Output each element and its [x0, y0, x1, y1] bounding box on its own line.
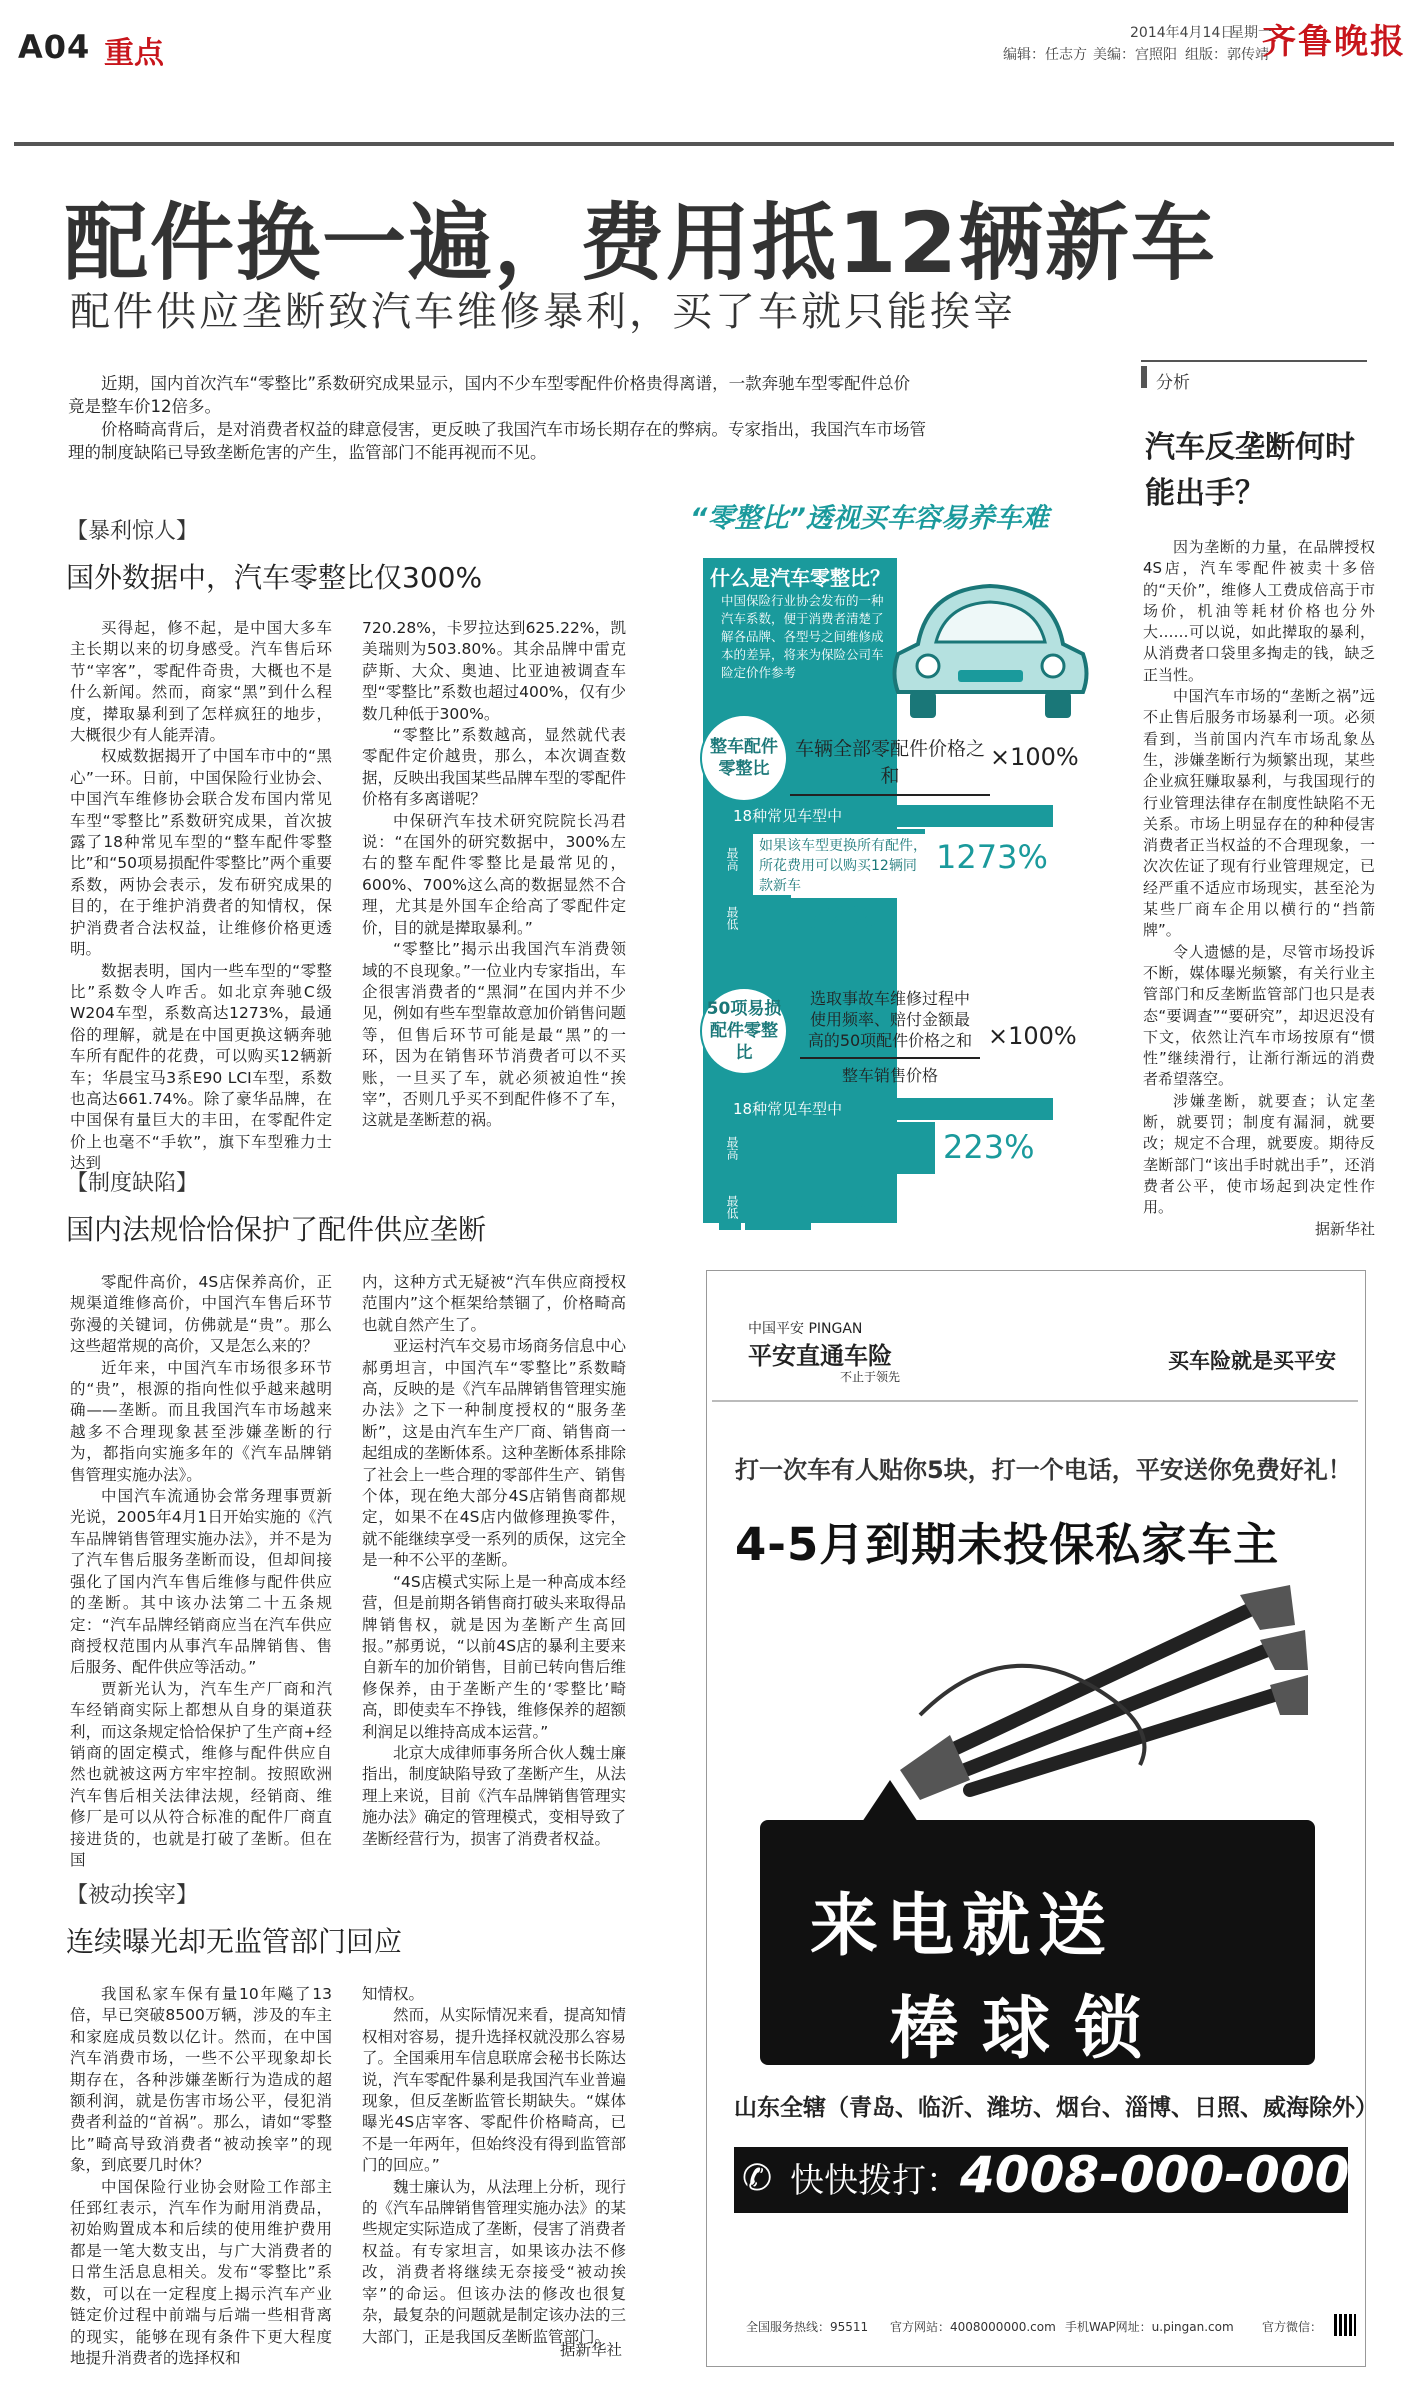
formula-numerator: 车辆全部零配件价格之和: [790, 734, 990, 796]
paragraph: 数据表明，国内一些车型的“零整比”系数令人咋舌。如北京奔驰C级W204车型，系数高达1273%，最通俗的理解，就是在中国更换这辆奔驰车所有配件的花费，可以购买12辆新车；华晨宝马3系E90 LCI车型，系数也高达661.74%。除了豪华品牌，在中国保有量巨大的丰田，在零配件定价上也毫不“手软”，旗下车型雅力士达到: [70, 961, 332, 1173]
formula-fraction: [800, 988, 980, 1086]
lead-paragraph: 价格畸高背后，是对消费者权益的肆意侵害，更反映了我国汽车市场长期存在的弊病。专家指出，我国汽车市场管理的制度缺陷已导致垄断危害的产生，监管部门不能再视而不见。: [68, 420, 926, 462]
article-column: [362, 1984, 626, 2348]
paragraph: “4S店模式实际上是一种高成本经营，但是前期各销售商打破头来取得品牌销售权，就是因为垄断产生高回报。”郝勇说，“以前4S店的暴利主要来自新车的加价销售，目前已转向售后维修保养，由于垄断产生的‘零整比’畸高，即使卖车不挣钱，维修保养的超额利润足以维持高成本运营。”: [362, 1572, 626, 1741]
paragraph: 近年来，中国汽车市场很多环节的“贵”，根源的指向性似乎越来越明确——垄断。而且我国汽车市场越来越多不合理现象甚至涉嫌垄断的行为，都指向实施多年的《汽车品牌销售管理实施办法》。: [70, 1358, 332, 1484]
ad-phone-number[interactable]: 4008-000-000: [960, 2146, 1350, 2204]
paragraph: 然而，从实际情况来看，提高知情权相对容易，提升选择权就没那么容易了。全国乘用车信息联席会秘书长陈达说，汽车零配件暴利是我国汽车业普遍现象，但反垄断监管长期缺失。“媒体曝光4S店宰客、零配件价格畸高，已不是一年两年，但始终没有得到监管部门的回应。”: [362, 2006, 626, 2175]
formula-multiplier: ×100%: [988, 1022, 1077, 1050]
paragraph: 权威数据揭开了中国车市中的“黑心”一环。日前，中国保险行业协会、中国汽车维修协会联合发布国内常见车型“零整比”系数研究成果，首次披露了18种常见车型的“整车配件零整比”和“50项易损配件零整比”两个重要系数，两协会表示，发布研究成果的目的，在于维护消费者的知情权，保护消费者合法权益，让维修价格更透明。: [70, 747, 332, 959]
header-rule: [14, 142, 1394, 146]
ad-footer-site[interactable]: 官方网站：4008000000.com: [890, 2320, 1056, 2334]
ad-gift-line2: 棒球锁: [890, 1990, 1167, 2069]
formula-label: 整车配件零整比: [700, 714, 788, 802]
bar-note: 如果该车型更换所有配件，所花费用可以购买12辆同款新车: [753, 834, 933, 898]
infographic-title: “零整比”透视买车容易养车难: [690, 503, 1049, 534]
headline: 配件换一遍，费用抵12辆新车: [64, 194, 1217, 292]
paragraph: 中国保险行业协会财险工作部主任郅红表示，汽车作为耐用消费品，初始购置成本和后续的使用维护费用都是一笔大数支出，与广大消费者的日常生活息息相关。发布“零整比”系数，可以在一定程度上揭示汽车产业链定价过程中前端与后端一些相背离的现实，能够在现有条件下更大程度地提升消费者的选择权和: [70, 2177, 332, 2367]
newspaper-logo: 齐鲁晚报: [1262, 22, 1406, 62]
paragraph: 令人遗憾的是，尽管市场投诉不断，媒体曝光频繁，有关行业主管部门和反垄断监管部门也只是表态“要调查”“要研究”，却迟迟没有下文，依然让汽车市场按原有“惯性”继续滑行，让渐行渐远的消费者希望落空。: [1143, 942, 1375, 1089]
group-header: 18种常见车型中: [719, 805, 1053, 827]
lead-paragraph: 近期，国内首次汽车“零整比”系数研究成果显示，国内不少车型零配件价格贵得离谱，一款奔驰车型零配件总价竟是整车价12倍多。: [68, 374, 911, 416]
ad-gift-line1: 来电就送: [810, 1887, 1115, 1966]
paragraph: “零整比”揭示出我国汽车消费领域的不良现象。”一位业内专家指出，车企很害消费者的“黑洞”在国内并不少见，例如有些车型靠故意加价销售问题等，但售后环节可能是最“黑”的一环，因为在销售环节消费者可以不买账，一旦买了车，就必须被迫性“挨宰”，否则几乎买不到配件修不了车，这就是垄断惹的祸。: [362, 940, 626, 1130]
ad-offer-line: 打一次车有人贴你5块，打一个电话，平安送你免费好礼！: [735, 1456, 1352, 1484]
sidebar-tag: 分析: [1156, 373, 1190, 393]
ad-region: 山东全辖（青岛、临沂、潍坊、烟台、淄博、日照、威海除外）: [734, 2095, 1378, 2121]
paragraph: 北京大成律师事务所合伙人魏士廉指出，制度缺陷导致了垄断产生，从法理上来说，目前《汽车品牌销售管理实施办法》确定的管理模式，变相导致了垄断经营行为，损害了消费者权益。: [362, 1743, 626, 1848]
baseball-lock-icon: [880, 1575, 1310, 1805]
article-column: [362, 1272, 626, 1850]
paragraph: 中保研汽车技术研究院院长冯君说：“在国外的研究数据中，300%左右的整车配件零整比是最常见的，600%、700%这么高的数据显然不合理，尤其是外国车企给高了零配件定价，目的就是撵取暴利。”: [362, 811, 626, 937]
issue-weekday: 星期一: [1230, 25, 1272, 41]
ad-footer-wechat: 官方微信：: [1262, 2320, 1323, 2334]
formula-numerator: 选取事故车维修过程中使用频率、赔付金额最高的50项配件价格之和: [800, 988, 980, 1059]
ad-slogan: 买车险就是买平安: [1168, 1349, 1336, 1373]
group-header: 18种常见车型中: [719, 1098, 1053, 1120]
ad-footer-wap[interactable]: 手机WAP网址：u.pingan.com: [1065, 2320, 1234, 2334]
formula-denominator: 整车销售价格: [841, 1066, 938, 1085]
bar-value-min: 272%: [785, 898, 877, 936]
article-column: [70, 618, 332, 1175]
paragraph: 因为垄断的力量，在品牌授权4S店，汽车零配件被卖十多倍的“天价”，维修人工费成倍高于市场价，机油等耗材价格也分外大……可以说，如此撵取的暴利，从消费者口袋里多掏走的钱，缺乏正当性。: [1143, 538, 1375, 684]
paragraph: 我国私家车保有量10年飚了13倍，早已突破8500万辆，涉及的车主和家庭成员数以亿计。然而，在中国汽车消费市场，一些不公平现象却长期存在，各种涉嫌垄断行为造成的超额利润，就是伤害市场公平，侵犯消费者利益的“首祸”。那么，请如“零整比”畸高导致消费者“被动挨宰”的现象，到底要几时休？: [70, 1985, 332, 2175]
paragraph: 贾新光认为，汽车生产厂商和汽车经销商实际上都想从自身的渠道获利，而这条规定恰恰保护了生产商+经销商的固定模式，维修与配件供应自然也就被这两方牢牢控制。按照欧洲汽车售后相关法律法规，经销商、维修厂是可以从符合标准的配件厂商直接进货的，也就是打破了垄断。但在国: [70, 1679, 332, 1869]
issue-date: 2014年4月14日: [1130, 25, 1235, 41]
ad-footer-service: 全国服务热线：95511: [746, 2320, 869, 2334]
ad-brand: 平安直通车险: [748, 1342, 892, 1370]
paragraph: 魏士廉认为，从法理上分析，现行的《汽车品牌销售管理实施办法》的某些规定实际造成了垄断，侵害了消费者权益。有专家坦言，如果该办法不修改，消费者将继续无奈接受“被动挨宰”的命运。但该办法的修改也很复杂，最复杂的问题就是制定该办法的三大部门，正是我国反垄断监管部门。: [362, 2177, 626, 2346]
page-number: A04: [18, 28, 91, 66]
section-label: 重点: [104, 36, 164, 71]
bar-value-max: 1273%: [936, 838, 1048, 876]
sidebar-rule: [1141, 360, 1367, 362]
section-kicker: 【暴利惊人】: [66, 519, 199, 544]
sidebar-tag-marker: [1141, 366, 1147, 388]
min-label: 最低: [719, 1184, 741, 1230]
bubble-tail: [850, 1780, 930, 1825]
article-column: [70, 1272, 332, 1871]
bar-value-min: 77%: [812, 1190, 884, 1228]
ad-company: 中国平安 PINGAN: [748, 1321, 863, 1337]
lead-paragraphs: [68, 372, 926, 464]
subheadline: 配件供应垄断致汽车维修暴利，买了车就只能挨宰: [70, 289, 1016, 335]
paragraph: 亚运村汽车交易市场商务信息中心郝勇坦言，中国汽车“零整比”系数畸高，反映的是《汽车品牌销售管理实施办法》之下一种制度授权的“服务垄断”，这是由汽车生产厂商、销售商一起组成的垄断体系。这种垄断体系排除了社会上一些合理的零部件生产、销售个体，现在绝大部分4S店销售商都规定，如果不在4S店内做修理换零件，就不能继续享受一系列的质保，这完全是一种不公平的垄断。: [362, 1337, 626, 1570]
phone-icon: ✆: [742, 2158, 773, 2199]
formula-multiplier: ×100%: [990, 743, 1079, 771]
min-label: 最低: [719, 895, 741, 941]
ad-call-label: 快快拨打：: [790, 2161, 960, 2201]
bar-min: [745, 1184, 811, 1230]
paragraph: “零整比”系数越高，显然就代表零配件定价越贵，那么，本次调查数据，反映出我国某些品牌车型的零配件价格有多离谱呢？: [362, 726, 626, 809]
art-credit: 美编：宫照阳: [1093, 47, 1177, 63]
paragraph: 内，这种方式无疑被“汽车供应商授权范围内”这个框架给禁锢了，价格畸高也就自然产生了。: [362, 1273, 626, 1334]
sidebar-title: 汽车反垄断何时能出手？: [1145, 430, 1355, 511]
article-column: [362, 618, 626, 1132]
sidebar-body: [1143, 537, 1375, 1240]
byline: 据新华社: [560, 2341, 623, 2359]
proof-credit: 组版：郭传靖: [1185, 47, 1269, 63]
paragraph: 中国汽车市场的“垄断之祸”远不止售后服务市场暴利一项。必须看到，当前国内汽车市场乱象丛生，涉嫌垄断行为频繁出现，某些企业疯狂赚取暴利，与我国现行的行业管理法律存在制度性缺陷不无关系。市场上明显存在的种种侵害消费者正当权益的不合理现象，一次次佐证了现有行业管理规定，已经严重不适应市场现实，甚至沦为某些厂商车企用以横行的“挡箭牌”。: [1143, 687, 1375, 940]
byline: 据新华社: [1314, 1219, 1375, 1238]
ad-brand-sub: 不止于领先: [840, 1370, 901, 1384]
bar-max: [745, 1122, 935, 1174]
paragraph: 零配件高价，4S店保养高价，正规渠道维修高价，中国汽车售后环节弥漫的关键词，仿佛就是“贵”。那么这些超常规的高价，又是怎么来的？: [70, 1273, 332, 1356]
infographic-description: 中国保险行业协会发布的一种汽车系数，便于消费者清楚了解各品牌、各型号之间维修成本的差异，将来为保险公司车险定价作参考: [721, 593, 884, 680]
car-icon: [888, 574, 1093, 729]
editor-credit: 编辑：任志方: [1003, 47, 1087, 63]
section-title: 国内法规恰恰保护了配件供应垄断: [66, 1213, 487, 1246]
ad-target-line: 4-5月到期未投保私家车主: [735, 1518, 1280, 1571]
formula-label: 50项易损配件零整比: [700, 987, 788, 1075]
paragraph: 720.28%，卡罗拉达到625.22%，凯美瑞则为503.80%。其余品牌中雷克萨斯、大众、奥迪、比亚迪被调查车型“零整比”系数也超过400%，仅有少数几种低于300%。: [362, 619, 626, 723]
section-kicker: 【被动挨宰】: [66, 1883, 199, 1908]
paragraph: 知情权。: [362, 1985, 425, 2003]
section-kicker: 【制度缺陷】: [66, 1171, 199, 1196]
ad-divider: [712, 1400, 1358, 1402]
max-label: 最高: [719, 1122, 741, 1174]
qr-code-icon: [1334, 2314, 1356, 2336]
section-title: 国外数据中，汽车零整比仅300%: [66, 561, 483, 594]
paragraph: 买得起，修不起，是中国大多车主长期以来的切身感受。汽车售后环节“宰客”，零配件奇贵，大概也不是什么新闻。然而，商家“黑”到什么程度，撵取暴利到了怎样疯狂的地步，大概很少有人能弄清。: [70, 619, 332, 745]
infographic-question: 什么是汽车零整比？: [710, 566, 890, 590]
section-title: 连续曝光却无监管部门回应: [66, 1925, 403, 1958]
bar-value-max: 223%: [943, 1128, 1035, 1166]
paragraph: 涉嫌垄断，就要查；认定垄断，就要罚；制度有漏洞，就要改；规定不合理，就要废。期待反垄断部门“该出手时就出手”，还消费者公平，使市场起到决定性作用。: [1143, 1091, 1375, 1217]
article-column: [70, 1984, 332, 2369]
max-label: 最高: [719, 829, 741, 889]
paragraph: 中国汽车流通协会常务理事贾新光说，2005年4月1日开始实施的《汽车品牌销售管理实施办法》，并不是为了汽车售后服务垄断而设，但却间接强化了国内汽车售后维修与配件供应的垄断。其中该办法第二十五条规定：“汽车品牌经销商应当在汽车供应商授权范围内从事汽车品牌销售、售后服务、配件供应等活动。”: [70, 1487, 332, 1677]
